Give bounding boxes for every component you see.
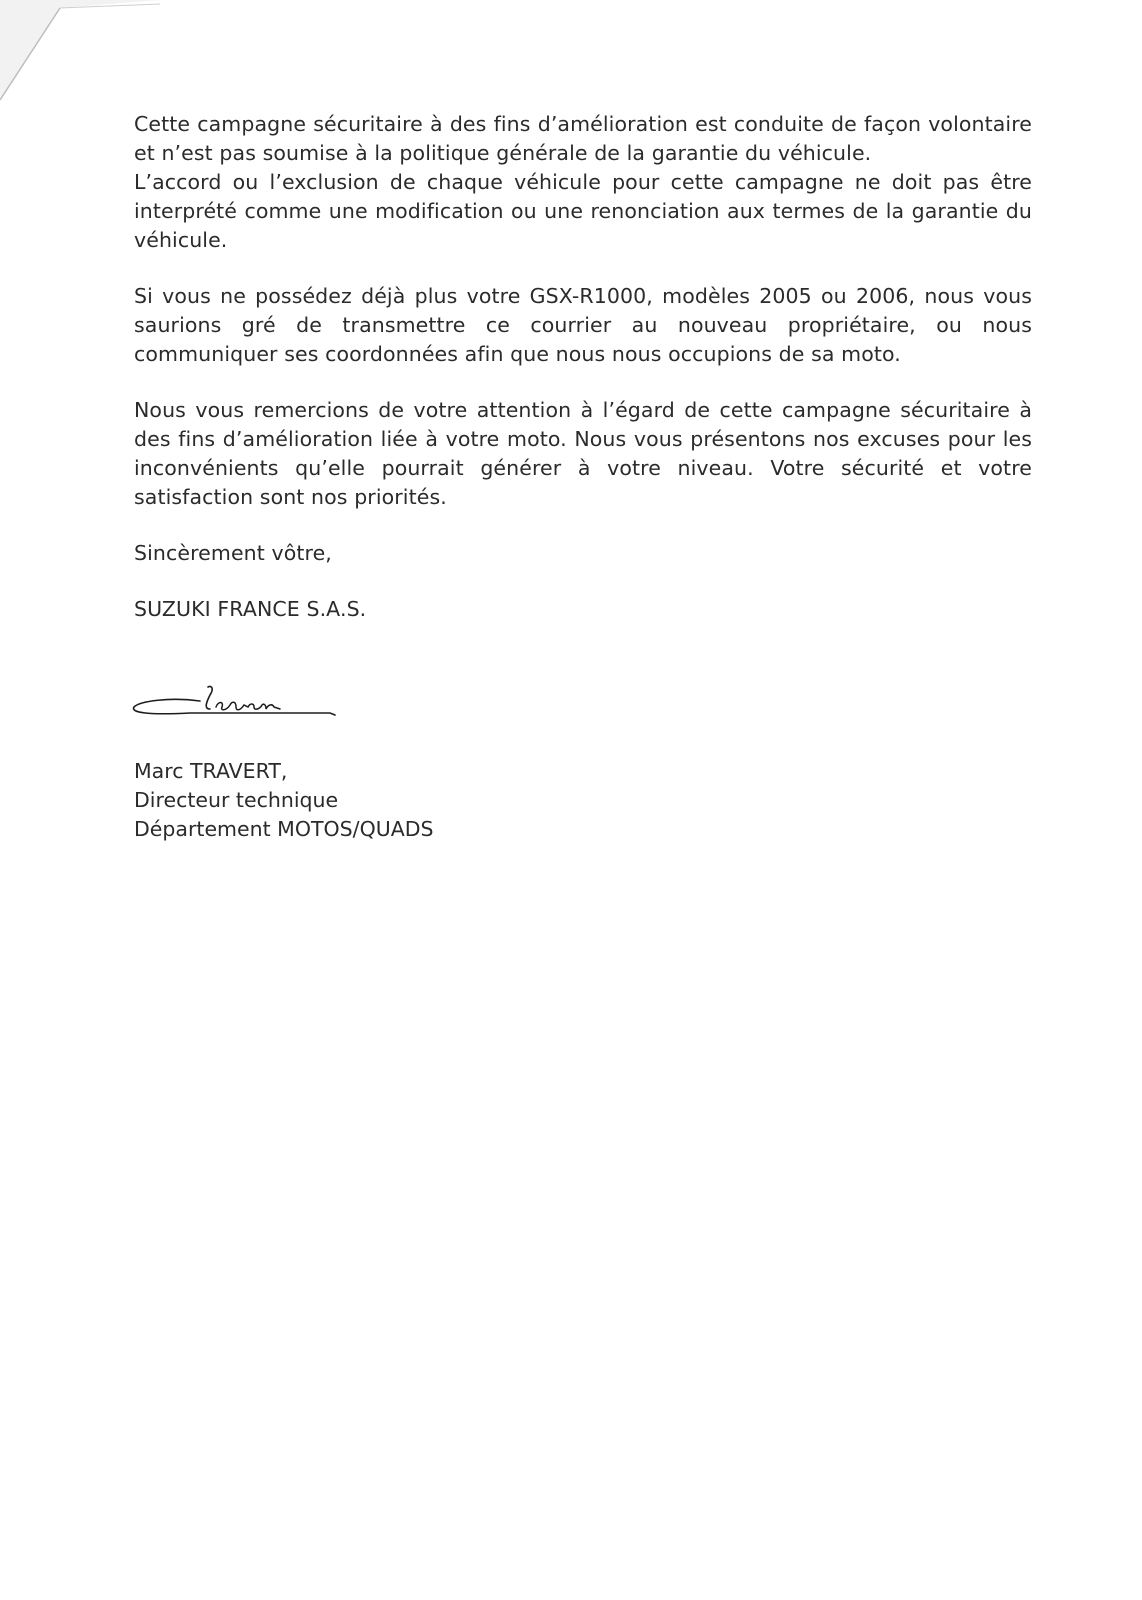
paragraph-warranty-terms: L’accord ou l’exclusion de chaque véhicule pour cette campagne ne doit pas être interprété comme une modification ou une renonciation aux termes de la garantie du véhicule. — [134, 170, 1032, 252]
paragraph-thanks: Nous vous remercions de votre attention à l’égard de cette campagne sécuritaire à des fins d’amélioration liée à votre moto. Nous vous présentons nos excuses pour les inconvénients qu’elle pourrait générer à votre niveau. Votre sécurité et votre satisfaction sont nos priorités. — [134, 398, 1032, 509]
signer-department: Département MOTOS/QUADS — [134, 817, 434, 841]
closing-salutation: Sincèrement vôtre, — [134, 541, 332, 565]
paragraph-voluntary-campaign: Cette campagne sécuritaire à des fins d’amélioration est conduite de façon volontaire et n’est pas soumise à la politique générale de la garantie du véhicule. — [134, 112, 1032, 165]
paragraph-new-owner: Si vous ne possédez déjà plus votre GSX-R1000, modèles 2005 ou 2006, nous vous saurions gré de transmettre ce courrier au nouveau propriétaire, ou nous communiquer ses coordonnées afin que nous nous occupions de sa moto. — [134, 284, 1032, 366]
handwritten-signature-icon — [130, 683, 350, 733]
company-name: SUZUKI FRANCE S.A.S. — [134, 597, 367, 621]
letter-body — [134, 110, 1032, 624]
signer-title: Directeur technique — [134, 788, 339, 812]
signer-block — [134, 757, 434, 844]
signer-name: Marc TRAVERT, — [134, 759, 288, 783]
